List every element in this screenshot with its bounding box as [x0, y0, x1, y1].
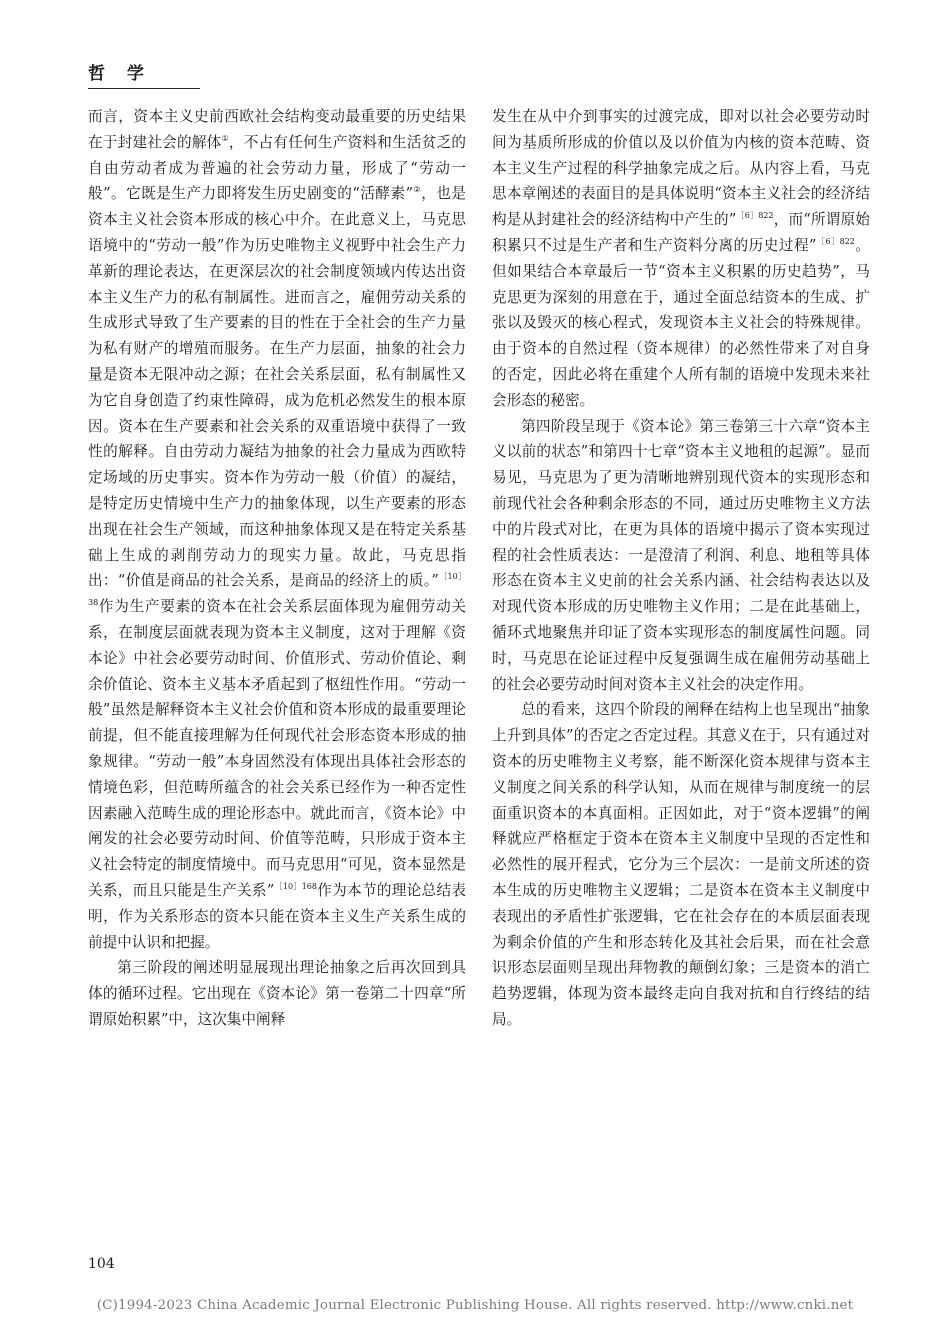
body-text: 而言，资本主义史前西欧社会结构变动最重要的历史结果在于封建社会的解体	[88, 108, 466, 151]
body-text: 发生在从中介到事实的过渡完成，即对以社会必要劳动时间为基质所形成的价值以及以价值为内核的资本范畴、资本主义生产过程的科学抽象完成之后。从内容上看，马克思本章阐述的表面目的是具体说明“资本主义社会的经济结构是从封建社会的经济结构中产生的”	[492, 108, 870, 229]
paragraph	[492, 104, 870, 414]
citation-marker: ［10］168	[274, 882, 317, 892]
right-column	[492, 104, 870, 1033]
citation-marker: ［10］38	[88, 572, 467, 608]
section-title: 哲 学	[88, 64, 152, 84]
body-text: 作为生产要素的资本在社会关系层面体现为雇佣劳动关系，在制度层面就表现为资本主义制度，这对于理解《资本论》中社会必要劳动时间、价值形式、劳动价值论、剩余价值论、资本主义基本矛盾起到了枢纽性作用。“劳动一般”虽然是解释资本主义社会价值和资本形成的最重要理论前提，但不能直接理解为任何现代社会形态资本形成的抽象规律。“劳动一般”本身固然没有体现出具体社会形态的情境色彩，但范畴所蕴含的社会关系已经作为一种否定性因素融入范畴生成的理论形态中。就此而言，《资本论》中阐发的社会必要劳动时间、价值等范畴，只形成于资本主义社会特定的制度情境中。而马克思用“可见，资本显然是关系，而且只能是生产关系”	[88, 598, 466, 899]
paragraph	[88, 104, 466, 955]
citation-marker: ［6］822	[816, 237, 855, 247]
body-text: ，而“所谓原始积累只不过是生产者和生产资料分离的历史过程”	[492, 211, 871, 254]
footnote-marker: ②	[413, 185, 422, 195]
running-header	[88, 64, 200, 89]
paragraph: 第三阶段的阐述明显展现出理论抽象之后再次回到具体的循环过程。它出现在《资本论》第一卷第二十四章“所谓原始积累”中，这次集中阐释	[88, 959, 466, 1028]
page-number: 104	[88, 1256, 115, 1272]
body-text: ，不占有任何生产资料和生活贫乏的自由劳动者成为普遍的社会劳动力量，形成了“劳动一般”。它既是生产力即将发生历史剧变的“活酵素”	[88, 133, 466, 203]
copyright-line: (C)1994-2023 China Academic Journal Electronic Publishing House. All rights reserved. http://www.cnki.net	[96, 1298, 854, 1313]
header-rule	[88, 88, 200, 89]
citation-marker: ［6］822	[736, 211, 774, 221]
body-text: ，也是资本主义社会资本形成的核心中介。在此意义上，马克思语境中的“劳动一般”作为历史唯物主义视野中社会生产力革新的理论表达，在更深层次的社会制度领域内传达出资本主义生产力的私有制属性。进而言之，雇佣劳动关系的生成形式导致了生产要素的目的性在于全社会的生产力量为私有财产的增殖而服务。在生产力层面，抽象的社会力量是资本无限冲动之源；在社会关系层面，私有制属性又为它自身创造了约束性障碍，成为危机必然发生的根本原因。资本在生产要素和社会关系的双重语境中获得了一致性的解释。自由劳动力凝结为抽象的社会力量成为西欧特定场域的历史事实。资本作为劳动一般（价值）的凝结，是特定历史情境中生产力的抽象体现，以生产要素的形态出现在社会生产领域，而这种抽象体现又是在特定关系基础上生成的剥削劳动力的现实力量。故此，马克思指出：“价值是商品的社会关系，是商品的经济上的质。”	[88, 185, 466, 590]
body-text: 作为本节的理论总结表明，作为关系形态的资本只能在资本主义生产关系生成的前提中认识和把握。	[88, 881, 466, 951]
left-column	[88, 104, 466, 1033]
body-text: 。但如果结合本章最后一节“资本主义积累的历史趋势”，马克思更为深刻的用意在于，通过全面总结资本的生成、扩张以及毁灭的核心程式，发现资本主义社会的特殊规律。由于资本的自然过程（资本规律）的必然性带来了对自身的否定，因此必将在重建个人所有制的语境中发现未来社会形态的秘密。	[492, 236, 870, 409]
footnote-marker: ①	[221, 133, 229, 143]
paragraph: 第四阶段呈现于《资本论》第三卷第三十六章“资本主义以前的状态”和第四十七章“资本主义地租的起源”。显而易见，马克思为了更为清晰地辨别现代资本的实现形态和前现代社会各种剩余形态的不同，通过历史唯物主义方法中的片段式对比，在更为具体的语境中揭示了资本实现过程的社会性质表达：一是澄清了利润、利息、地租等具体形态在资本主义史前的社会关系内涵、社会结构表达以及对现代资本形成的历史唯物主义作用；二是在此基础上，循环式地聚焦并印证了资本实现形态的制度属性问题。同时，马克思在论证过程中反复强调生成在雇佣劳动基础上的社会必要劳动时间对资本主义社会的决定作用。	[492, 417, 870, 693]
paragraph: 总的看来，这四个阶段的阐释在结构上也呈现出“抽象上升到具体”的否定之否定过程。其意义在于，只有通过对资本的历史唯物主义考察，能不断深化资本规律与资本主义制度之间关系的科学认知，从而在规律与制度统一的层面重识资本的本真面相。正因如此，对于“资本逻辑”的阐释就应严格框定于资本在资本主义制度中呈现的否定性和必然性的展开程式，它分为三个层次：一是前文所述的资本生成的历史唯物主义逻辑；二是资本在资本主义制度中表现出的矛盾性扩张逻辑，它在社会存在的本质层面表现为剩余价值的产生和形态转化及其社会后果，而在社会意识形态层面则呈现出拜物教的颠倒幻象；三是资本的消亡趋势逻辑，体现为资本最终走向自我对抗和自行终结的结局。	[492, 701, 870, 1028]
